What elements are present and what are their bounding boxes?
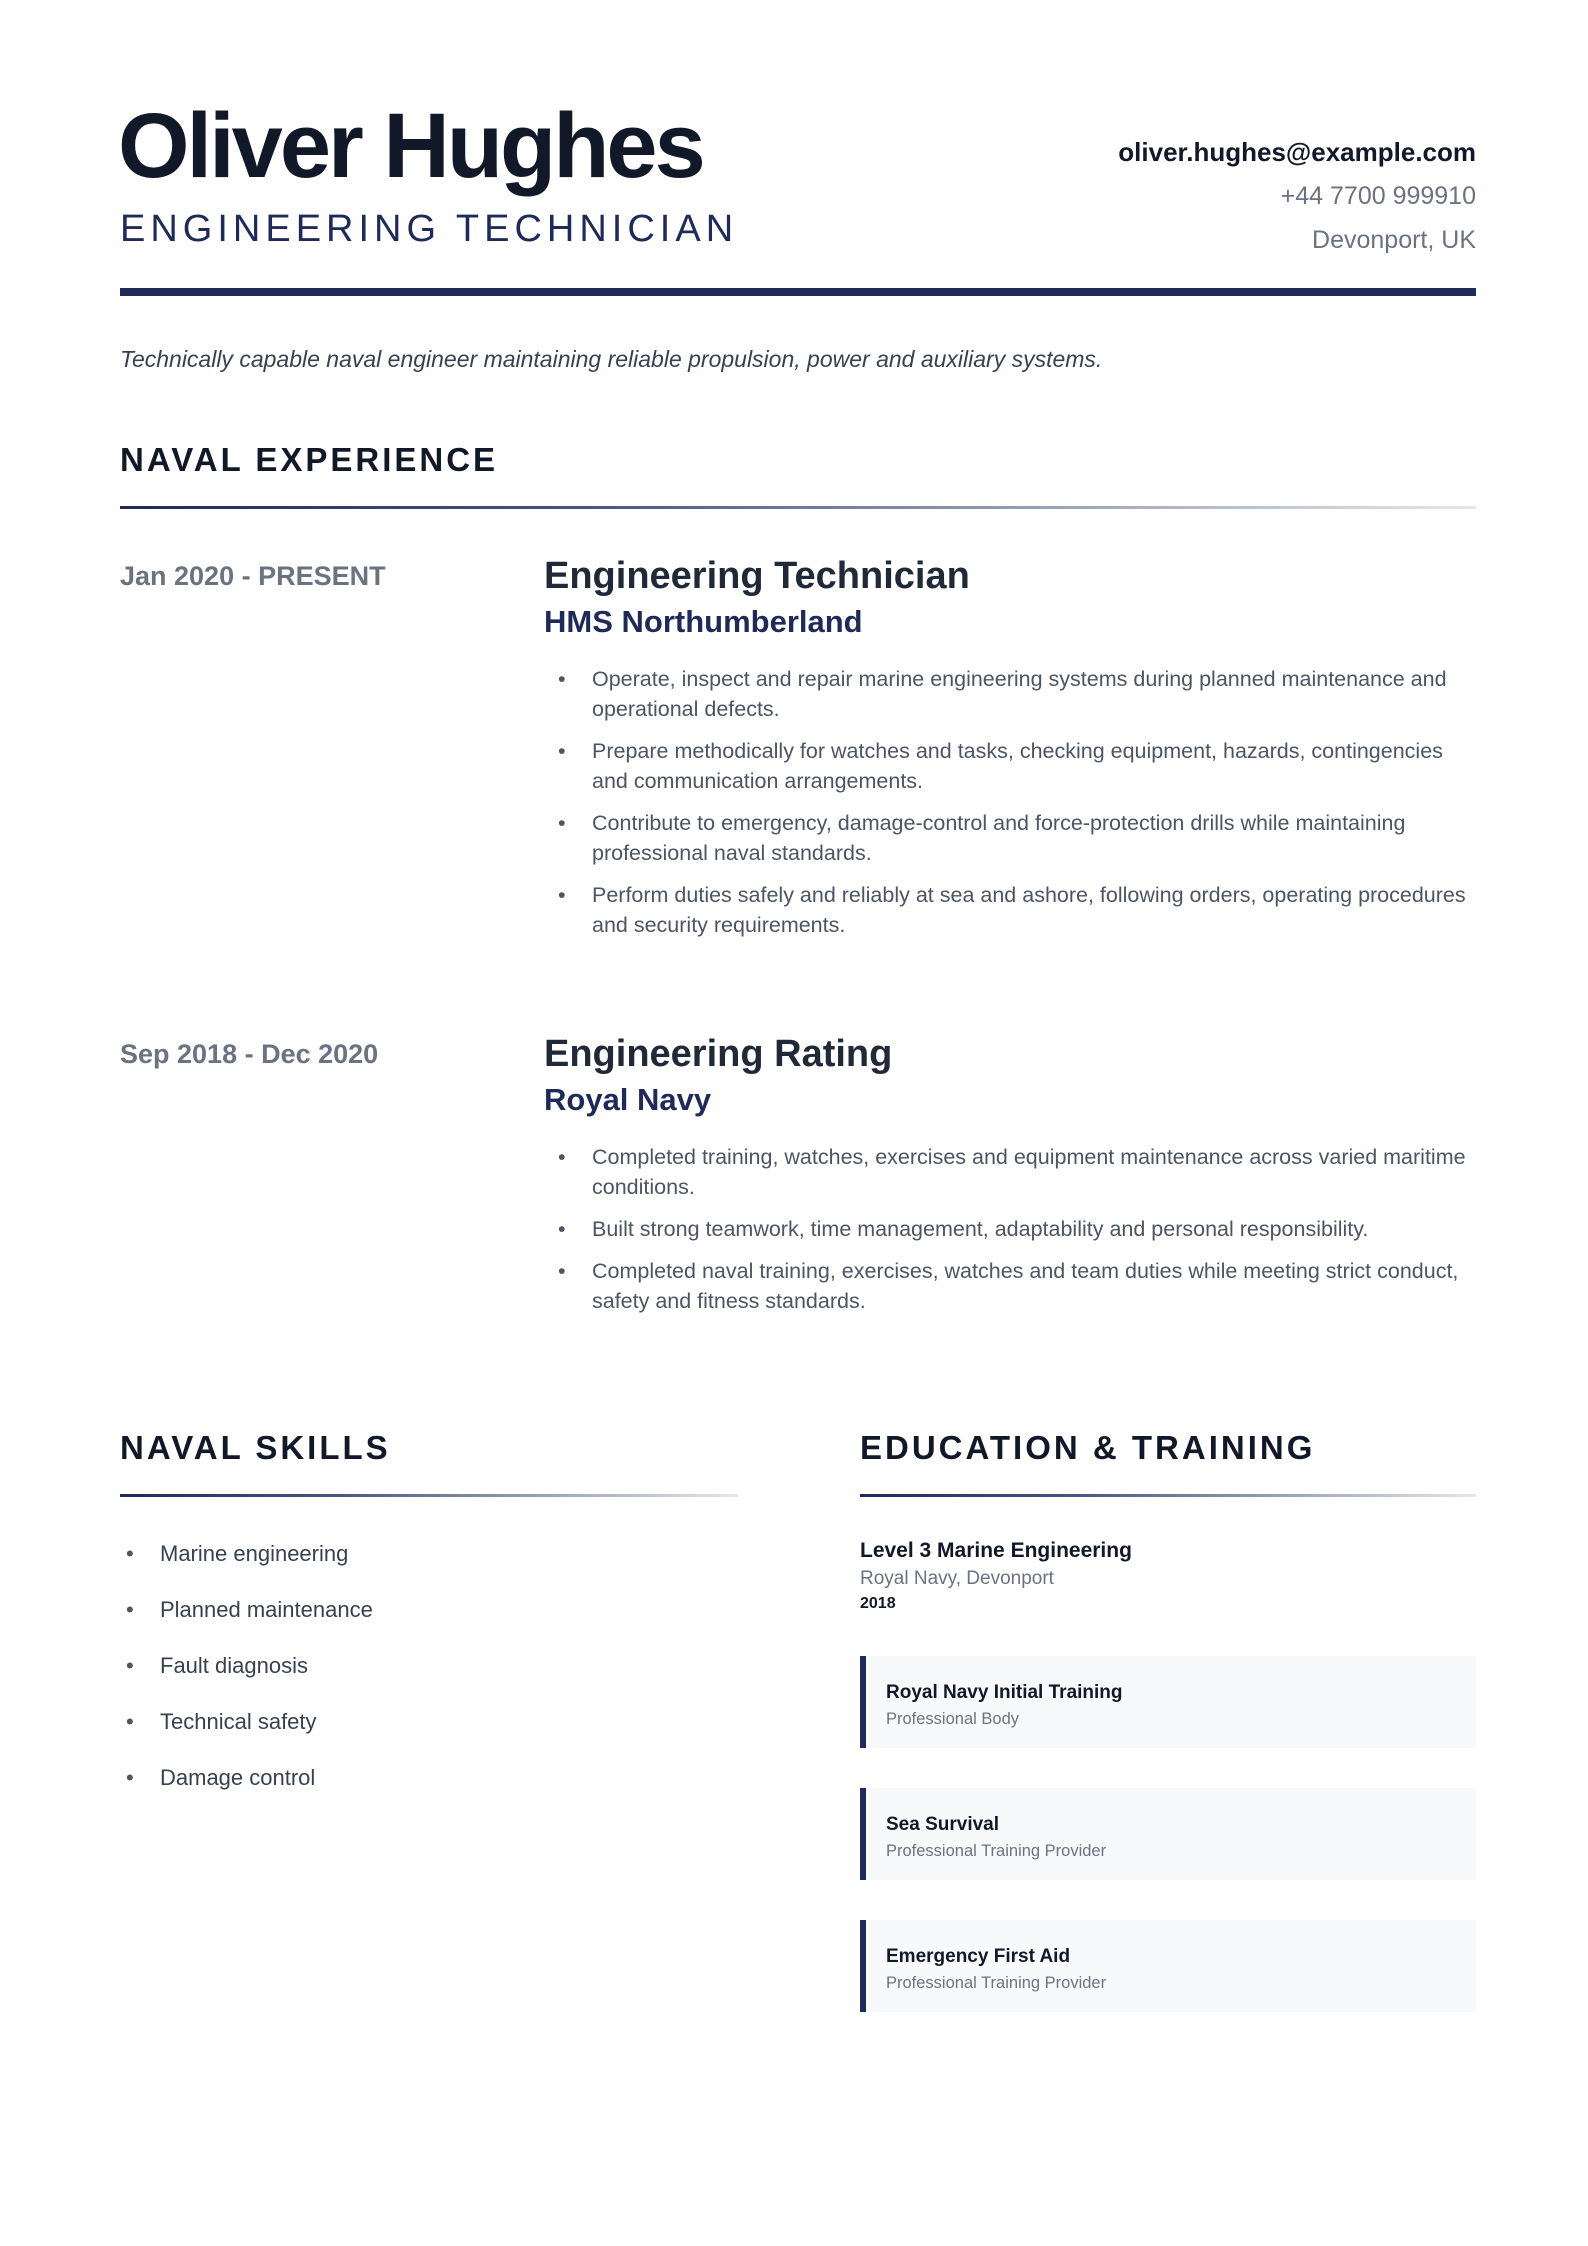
education-divider — [860, 1494, 1476, 1497]
certification-card — [860, 1656, 1476, 1748]
job-dates: Jan 2020 - PRESENT — [120, 561, 386, 591]
job-bullet: • Operate, inspect and repair marine engineering systems during planned maintenance and operational defects. — [544, 664, 1476, 724]
certification-provider: Professional Body — [886, 1710, 1019, 1728]
education-year: 2018 — [860, 1595, 896, 1612]
certification-card — [860, 1920, 1476, 2012]
skills-divider — [120, 1494, 738, 1497]
job-organization: HMS Northumberland — [544, 604, 863, 639]
skill-item: • Fault diagnosis — [120, 1648, 373, 1704]
job-bullet: • Contribute to emergency, damage-control and force-protection drills while maintaining professional naval standards. — [544, 808, 1476, 868]
job-bullet: • Completed naval training, exercises, watches and team duties while meeting strict conduct, safety and fitness standards. — [544, 1256, 1476, 1316]
skill-item: • Marine engineering — [120, 1536, 373, 1592]
education-section-title: EDUCATION & TRAINING — [860, 1429, 1316, 1466]
certification-title: Royal Navy Initial Training — [886, 1682, 1123, 1703]
contact-location: Devonport, UK — [1312, 226, 1476, 254]
skill-item: • Planned maintenance — [120, 1592, 373, 1648]
contact-phone[interactable]: +44 7700 999910 — [1280, 182, 1476, 210]
resume-header — [120, 96, 1476, 296]
candidate-name: Oliver Hughes — [118, 95, 703, 197]
skills-list — [120, 1536, 373, 1816]
certification-title: Sea Survival — [886, 1814, 1000, 1835]
experience-divider — [120, 506, 1476, 509]
certification-provider: Professional Training Provider — [886, 1842, 1107, 1860]
job-bullet: • Prepare methodically for watches and tasks, checking equipment, hazards, contingencies and communication arrangements. — [544, 736, 1476, 796]
certification-provider: Professional Training Provider — [886, 1974, 1107, 1992]
education-institution: Royal Navy, Devonport — [860, 1568, 1054, 1589]
job-bullet: • Completed training, watches, exercises and equipment maintenance across varied maritime conditions. — [544, 1142, 1476, 1202]
skill-item: • Technical safety — [120, 1704, 373, 1760]
job-details — [544, 552, 1476, 952]
candidate-role: ENGINEERING TECHNICIAN — [120, 208, 739, 250]
job-bullets — [544, 664, 1476, 940]
education-primary — [860, 1536, 1476, 1616]
job-organization: Royal Navy — [544, 1082, 712, 1117]
education-title: Level 3 Marine Engineering — [860, 1539, 1132, 1562]
skills-section-title: NAVAL SKILLS — [120, 1429, 391, 1466]
certification-card — [860, 1788, 1476, 1880]
skill-item: • Damage control — [120, 1760, 373, 1816]
contact-email[interactable]: oliver.hughes@example.com — [1118, 137, 1476, 167]
job-dates: Sep 2018 - Dec 2020 — [120, 1039, 379, 1069]
job-bullet: • Perform duties safely and reliably at sea and ashore, following orders, operating procedures and security requirements. — [544, 880, 1476, 940]
job-bullet: • Built strong teamwork, time management, adaptability and personal responsibility. — [544, 1214, 1476, 1244]
job-title: Engineering Technician — [544, 555, 970, 597]
certification-title: Emergency First Aid — [886, 1946, 1071, 1967]
header-divider — [120, 288, 1476, 296]
experience-section-title: NAVAL EXPERIENCE — [120, 441, 499, 478]
job-bullets — [544, 1142, 1476, 1316]
job-details — [544, 1030, 1476, 1328]
job-title: Engineering Rating — [544, 1033, 893, 1075]
contact-block — [1118, 130, 1476, 262]
resume-page — [120, 0, 1476, 2246]
profile-summary: Technically capable naval engineer maintaining reliable propulsion, power and auxiliary systems. — [120, 346, 1103, 372]
